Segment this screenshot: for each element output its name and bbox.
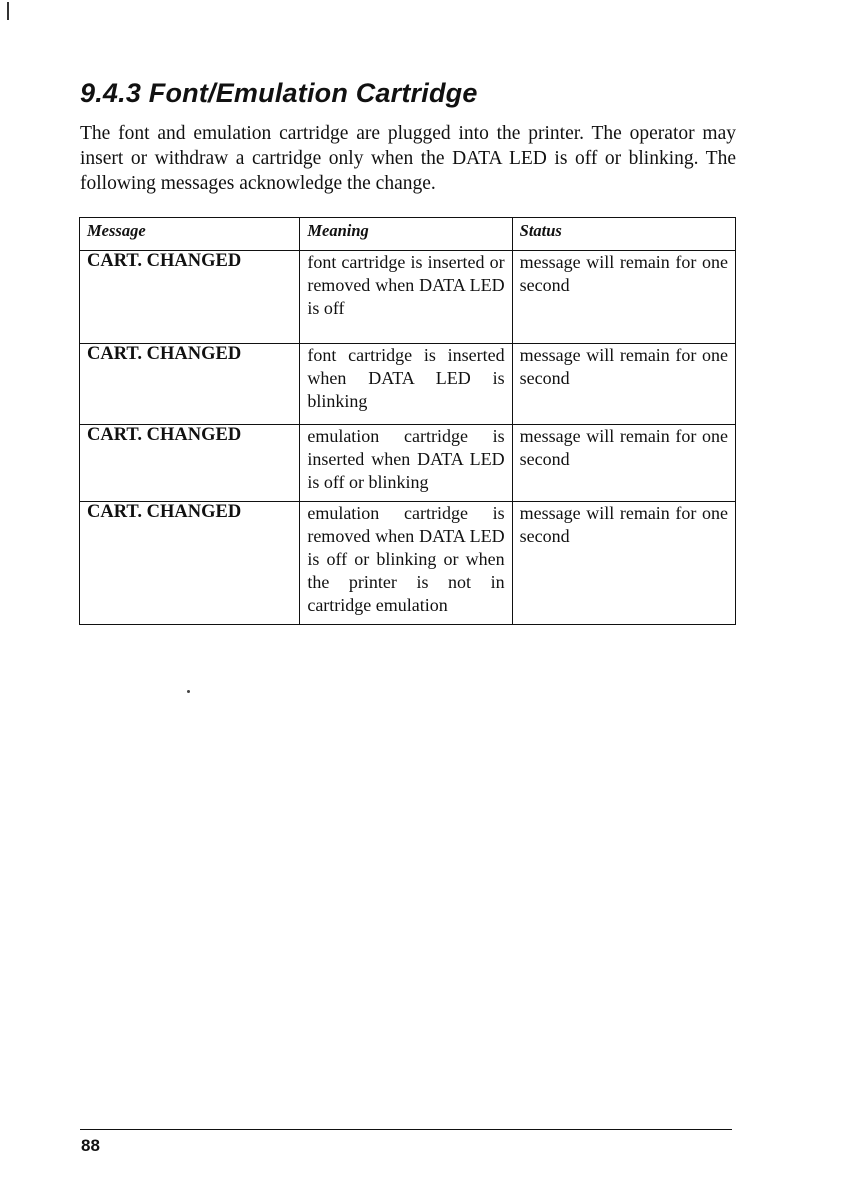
- message-cell: CART. CHANGED: [80, 344, 300, 425]
- header-status: Status: [512, 218, 735, 251]
- status-cell: message will remain for one second: [512, 344, 735, 425]
- message-table: [79, 217, 736, 625]
- meaning-cell: emulation cartridge is inserted when DATA LED is off or blinking: [300, 425, 512, 502]
- message-cell: CART. CHANGED: [80, 502, 300, 625]
- status-cell: message will remain for one second: [512, 425, 735, 502]
- header-meaning: Meaning: [300, 218, 512, 251]
- intro-paragraph: The font and emulation cartridge are plugged into the printer. The operator may insert or withdraw a cartridge only when the DATA LED is off or blinking. The following messages acknowledge the change.: [80, 123, 736, 194]
- meaning-cell: font cartridge is inserted when DATA LED is blinking: [300, 344, 512, 425]
- message-cell: CART. CHANGED: [80, 425, 300, 502]
- section-title: 9.4.3 Font/Emulation Cartridge: [80, 78, 478, 108]
- header-message: Message: [80, 218, 300, 251]
- status-cell: message will remain for one second: [512, 502, 735, 625]
- status-cell: message will remain for one second: [512, 251, 735, 344]
- meaning-cell: font cartridge is inserted or removed when DATA LED is off: [300, 251, 512, 344]
- scan-edge-mark: [7, 2, 9, 20]
- table-row: [80, 425, 736, 502]
- table-header-row: [80, 218, 736, 251]
- footer-rule: [80, 1129, 732, 1130]
- table-row: [80, 344, 736, 425]
- message-cell: CART. CHANGED: [80, 251, 300, 344]
- table-row: [80, 502, 736, 625]
- meaning-cell: emulation cartridge is removed when DATA LED is off or blinking or when the printer is not in cartridge emulation: [300, 502, 512, 625]
- table-row: [80, 251, 736, 344]
- scan-speck: [187, 690, 190, 693]
- page-number: 88: [81, 1136, 100, 1155]
